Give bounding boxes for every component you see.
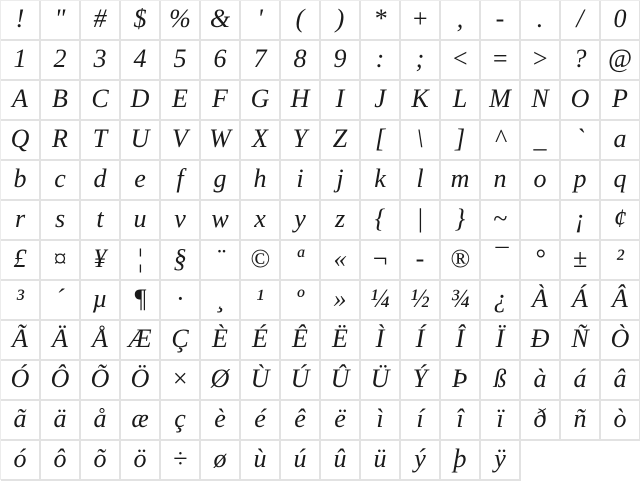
glyph-cell[interactable]: ó	[1, 441, 41, 481]
glyph-cell[interactable]: Y	[281, 121, 321, 161]
glyph-cell[interactable]: ò	[601, 401, 640, 441]
glyph-cell[interactable]: ²	[601, 241, 640, 281]
glyph-cell[interactable]: á	[561, 361, 601, 401]
glyph-cell[interactable]: '	[241, 1, 281, 41]
glyph-cell[interactable]: ¼	[361, 281, 401, 321]
glyph-cell[interactable]: J	[361, 81, 401, 121]
glyph-cell[interactable]: D	[121, 81, 161, 121]
glyph-cell[interactable]: A	[1, 81, 41, 121]
glyph-cell[interactable]: 4	[121, 41, 161, 81]
glyph-cell[interactable]: ´	[41, 281, 81, 321]
glyph-cell[interactable]: ?	[561, 41, 601, 81]
glyph-cell[interactable]: -	[481, 1, 521, 41]
glyph-cell[interactable]: Ó	[1, 361, 41, 401]
glyph-cell[interactable]: r	[1, 201, 41, 241]
glyph-cell[interactable]: º	[281, 281, 321, 321]
glyph-cell[interactable]: 6	[201, 41, 241, 81]
glyph-cell[interactable]: $	[121, 1, 161, 41]
glyph-cell[interactable]: z	[321, 201, 361, 241]
glyph-cell[interactable]: Ë	[321, 321, 361, 361]
glyph-cell[interactable]: Å	[81, 321, 121, 361]
charmap-row	[1, 81, 640, 121]
glyph-cell[interactable]: G	[241, 81, 281, 121]
glyph-cell[interactable]: F	[201, 81, 241, 121]
glyph-cell[interactable]: =	[481, 41, 521, 81]
charmap-row	[1, 201, 640, 241]
glyph-cell[interactable]: ï	[481, 401, 521, 441]
glyph-cell[interactable]: ü	[361, 441, 401, 481]
glyph-cell[interactable]: ¬	[361, 241, 401, 281]
glyph-cell[interactable]: q	[601, 161, 640, 201]
glyph-cell[interactable]: Æ	[121, 321, 161, 361]
glyph-cell[interactable]: ª	[281, 241, 321, 281]
glyph-cell[interactable]: ¢	[601, 201, 640, 241]
glyph-cell[interactable]: ¤	[41, 241, 81, 281]
glyph-cell[interactable]: ¶	[121, 281, 161, 321]
glyph-cell[interactable]: w	[201, 201, 241, 241]
glyph-cell[interactable]: "	[41, 1, 81, 41]
glyph-cell[interactable]: è	[201, 401, 241, 441]
glyph-cell[interactable]: Ù	[241, 361, 281, 401]
glyph-cell[interactable]: ®	[441, 241, 481, 281]
glyph-cell[interactable]: e	[121, 161, 161, 201]
glyph-cell[interactable]: a	[601, 121, 640, 161]
glyph-cell[interactable]: Ú	[281, 361, 321, 401]
glyph-cell[interactable]: x	[241, 201, 281, 241]
glyph-cell[interactable]: Ç	[161, 321, 201, 361]
glyph-cell[interactable]: #	[81, 1, 121, 41]
glyph-cell[interactable]: ß	[481, 361, 521, 401]
glyph-cell[interactable]: Þ	[441, 361, 481, 401]
glyph-cell[interactable]: {	[361, 201, 401, 241]
glyph-cell[interactable]: 5	[161, 41, 201, 81]
glyph-cell-blank[interactable]	[521, 201, 561, 241]
glyph-cell[interactable]: Û	[321, 361, 361, 401]
glyph-cell[interactable]: ù	[241, 441, 281, 481]
glyph-cell[interactable]: ý	[401, 441, 441, 481]
glyph-cell[interactable]: ~	[481, 201, 521, 241]
glyph-cell[interactable]: @	[601, 41, 640, 81]
glyph-cell[interactable]: &	[201, 1, 241, 41]
glyph-cell[interactable]: W	[201, 121, 241, 161]
charmap-row	[1, 281, 640, 321]
glyph-cell[interactable]: µ	[81, 281, 121, 321]
glyph-cell[interactable]: ø	[201, 441, 241, 481]
glyph-cell[interactable]: ö	[121, 441, 161, 481]
glyph-cell[interactable]: .	[521, 1, 561, 41]
glyph-cell[interactable]: °	[521, 241, 561, 281]
glyph-cell[interactable]: %	[161, 1, 201, 41]
glyph-cell[interactable]: :	[361, 41, 401, 81]
glyph-cell[interactable]: U	[121, 121, 161, 161]
glyph-cell[interactable]: 0	[601, 1, 640, 41]
empty-filler-cell	[601, 441, 640, 481]
glyph-cell[interactable]: `	[561, 121, 601, 161]
glyph-cell[interactable]: £	[1, 241, 41, 281]
glyph-cell[interactable]: ¯	[481, 241, 521, 281]
glyph-cell[interactable]: ë	[321, 401, 361, 441]
glyph-cell[interactable]: g	[201, 161, 241, 201]
glyph-cell[interactable]: ã	[1, 401, 41, 441]
glyph-cell[interactable]: Ñ	[561, 321, 601, 361]
glyph-cell[interactable]: Á	[561, 281, 601, 321]
glyph-cell[interactable]: M	[481, 81, 521, 121]
charmap-row	[1, 161, 640, 201]
glyph-cell[interactable]: y	[281, 201, 321, 241]
glyph-cell[interactable]: (	[281, 1, 321, 41]
glyph-cell[interactable]: u	[121, 201, 161, 241]
glyph-cell[interactable]: N	[521, 81, 561, 121]
glyph-cell[interactable]: \	[401, 121, 441, 161]
glyph-cell[interactable]: ä	[41, 401, 81, 441]
glyph-cell[interactable]: õ	[81, 441, 121, 481]
empty-filler-cell	[521, 441, 561, 481]
glyph-cell[interactable]: <	[441, 41, 481, 81]
glyph-cell[interactable]: þ	[441, 441, 481, 481]
glyph-cell[interactable]: 8	[281, 41, 321, 81]
glyph-cell[interactable]: 2	[41, 41, 81, 81]
glyph-cell[interactable]: P	[601, 81, 640, 121]
glyph-cell[interactable]: ð	[521, 401, 561, 441]
glyph-cell[interactable]: p	[561, 161, 601, 201]
glyph-cell[interactable]: 3	[81, 41, 121, 81]
glyph-cell[interactable]: v	[161, 201, 201, 241]
glyph-cell[interactable]: h	[241, 161, 281, 201]
glyph-cell[interactable]: Í	[401, 321, 441, 361]
glyph-cell[interactable]: Â	[601, 281, 640, 321]
glyph-cell[interactable]: Ü	[361, 361, 401, 401]
glyph-cell[interactable]: û	[321, 441, 361, 481]
glyph-cell[interactable]: 9	[321, 41, 361, 81]
glyph-cell[interactable]: î	[441, 401, 481, 441]
glyph-cell[interactable]: ³	[1, 281, 41, 321]
glyph-cell[interactable]: Õ	[81, 361, 121, 401]
glyph-cell[interactable]: Ô	[41, 361, 81, 401]
glyph-cell[interactable]: Z	[321, 121, 361, 161]
glyph-cell[interactable]: 1	[1, 41, 41, 81]
glyph-cell[interactable]: t	[81, 201, 121, 241]
glyph-cell[interactable]: é	[241, 401, 281, 441]
glyph-cell[interactable]: ½	[401, 281, 441, 321]
glyph-cell[interactable]: Ö	[121, 361, 161, 401]
glyph-cell[interactable]: ©	[241, 241, 281, 281]
glyph-cell[interactable]: }	[441, 201, 481, 241]
glyph-cell[interactable]: ç	[161, 401, 201, 441]
glyph-cell[interactable]: «	[321, 241, 361, 281]
glyph-cell[interactable]: E	[161, 81, 201, 121]
empty-filler-cell	[561, 441, 601, 481]
charmap-row	[1, 361, 640, 401]
glyph-cell[interactable]: b	[1, 161, 41, 201]
glyph-cell[interactable]: ×	[161, 361, 201, 401]
glyph-cell[interactable]: ^	[481, 121, 521, 161]
glyph-cell[interactable]: ¨	[201, 241, 241, 281]
glyph-cell[interactable]: i	[281, 161, 321, 201]
glyph-cell[interactable]: /	[561, 1, 601, 41]
glyph-cell[interactable]: À	[521, 281, 561, 321]
glyph-cell[interactable]: o	[521, 161, 561, 201]
glyph-cell[interactable]: È	[201, 321, 241, 361]
glyph-cell[interactable]: ÿ	[481, 441, 521, 481]
glyph-cell[interactable]: Ï	[481, 321, 521, 361]
glyph-cell[interactable]: à	[521, 361, 561, 401]
charmap-row	[1, 41, 640, 81]
glyph-cell[interactable]: !	[1, 1, 41, 41]
glyph-cell[interactable]: ¿	[481, 281, 521, 321]
glyph-cell[interactable]: H	[281, 81, 321, 121]
glyph-cell[interactable]: ê	[281, 401, 321, 441]
glyph-cell[interactable]: ¸	[201, 281, 241, 321]
glyph-cell[interactable]: [	[361, 121, 401, 161]
glyph-cell[interactable]: »	[321, 281, 361, 321]
glyph-cell[interactable]: ÷	[161, 441, 201, 481]
glyph-cell[interactable]: j	[321, 161, 361, 201]
glyph-cell[interactable]: ú	[281, 441, 321, 481]
glyph-cell[interactable]: d	[81, 161, 121, 201]
glyph-cell[interactable]: Ì	[361, 321, 401, 361]
glyph-cell[interactable]: Ý	[401, 361, 441, 401]
glyph-cell[interactable]: ¦	[121, 241, 161, 281]
glyph-cell[interactable]: +	[401, 1, 441, 41]
glyph-cell[interactable]: _	[521, 121, 561, 161]
glyph-cell[interactable]: c	[41, 161, 81, 201]
charmap-row	[1, 241, 640, 281]
glyph-cell[interactable]: f	[161, 161, 201, 201]
glyph-cell[interactable]: å	[81, 401, 121, 441]
glyph-cell[interactable]: O	[561, 81, 601, 121]
charmap-row	[1, 441, 640, 481]
glyph-cell[interactable]: >	[521, 41, 561, 81]
glyph-cell[interactable]: s	[41, 201, 81, 241]
glyph-cell[interactable]: R	[41, 121, 81, 161]
glyph-cell[interactable]: â	[601, 361, 640, 401]
glyph-cell[interactable]: 7	[241, 41, 281, 81]
glyph-cell[interactable]: L	[441, 81, 481, 121]
glyph-cell[interactable]: l	[401, 161, 441, 201]
glyph-cell[interactable]: n	[481, 161, 521, 201]
glyph-cell[interactable]: Ä	[41, 321, 81, 361]
glyph-cell[interactable]: É	[241, 321, 281, 361]
glyph-cell[interactable]: ñ	[561, 401, 601, 441]
glyph-cell[interactable]: Ò	[601, 321, 640, 361]
glyph-cell[interactable]: ì	[361, 401, 401, 441]
glyph-cell[interactable]: -	[401, 241, 441, 281]
glyph-cell[interactable]: K	[401, 81, 441, 121]
glyph-cell[interactable]: ¹	[241, 281, 281, 321]
glyph-cell[interactable]: Ø	[201, 361, 241, 401]
glyph-cell[interactable]: )	[321, 1, 361, 41]
glyph-cell[interactable]: ô	[41, 441, 81, 481]
charmap-row	[1, 121, 640, 161]
charmap-row	[1, 321, 640, 361]
glyph-cell[interactable]: ]	[441, 121, 481, 161]
glyph-cell[interactable]: Ð	[521, 321, 561, 361]
glyph-cell[interactable]: X	[241, 121, 281, 161]
glyph-cell[interactable]: ¡	[561, 201, 601, 241]
glyph-cell[interactable]: V	[161, 121, 201, 161]
glyph-cell[interactable]: m	[441, 161, 481, 201]
glyph-cell[interactable]: C	[81, 81, 121, 121]
glyph-cell[interactable]: T	[81, 121, 121, 161]
glyph-cell[interactable]: ¥	[81, 241, 121, 281]
glyph-cell[interactable]: ,	[441, 1, 481, 41]
glyph-cell[interactable]: æ	[121, 401, 161, 441]
glyph-cell[interactable]: |	[401, 201, 441, 241]
glyph-cell[interactable]: ·	[161, 281, 201, 321]
glyph-cell[interactable]: ;	[401, 41, 441, 81]
glyph-cell[interactable]: Î	[441, 321, 481, 361]
glyph-cell[interactable]: í	[401, 401, 441, 441]
glyph-cell[interactable]: *	[361, 1, 401, 41]
glyph-cell[interactable]: ¾	[441, 281, 481, 321]
glyph-cell[interactable]: k	[361, 161, 401, 201]
glyph-cell[interactable]: Q	[1, 121, 41, 161]
glyph-cell[interactable]: I	[321, 81, 361, 121]
glyph-cell[interactable]: Ê	[281, 321, 321, 361]
glyph-cell[interactable]: §	[161, 241, 201, 281]
charmap-row	[1, 401, 640, 441]
glyph-cell[interactable]: Ã	[1, 321, 41, 361]
charmap-row	[1, 1, 640, 41]
glyph-cell[interactable]: B	[41, 81, 81, 121]
glyph-cell[interactable]: ±	[561, 241, 601, 281]
